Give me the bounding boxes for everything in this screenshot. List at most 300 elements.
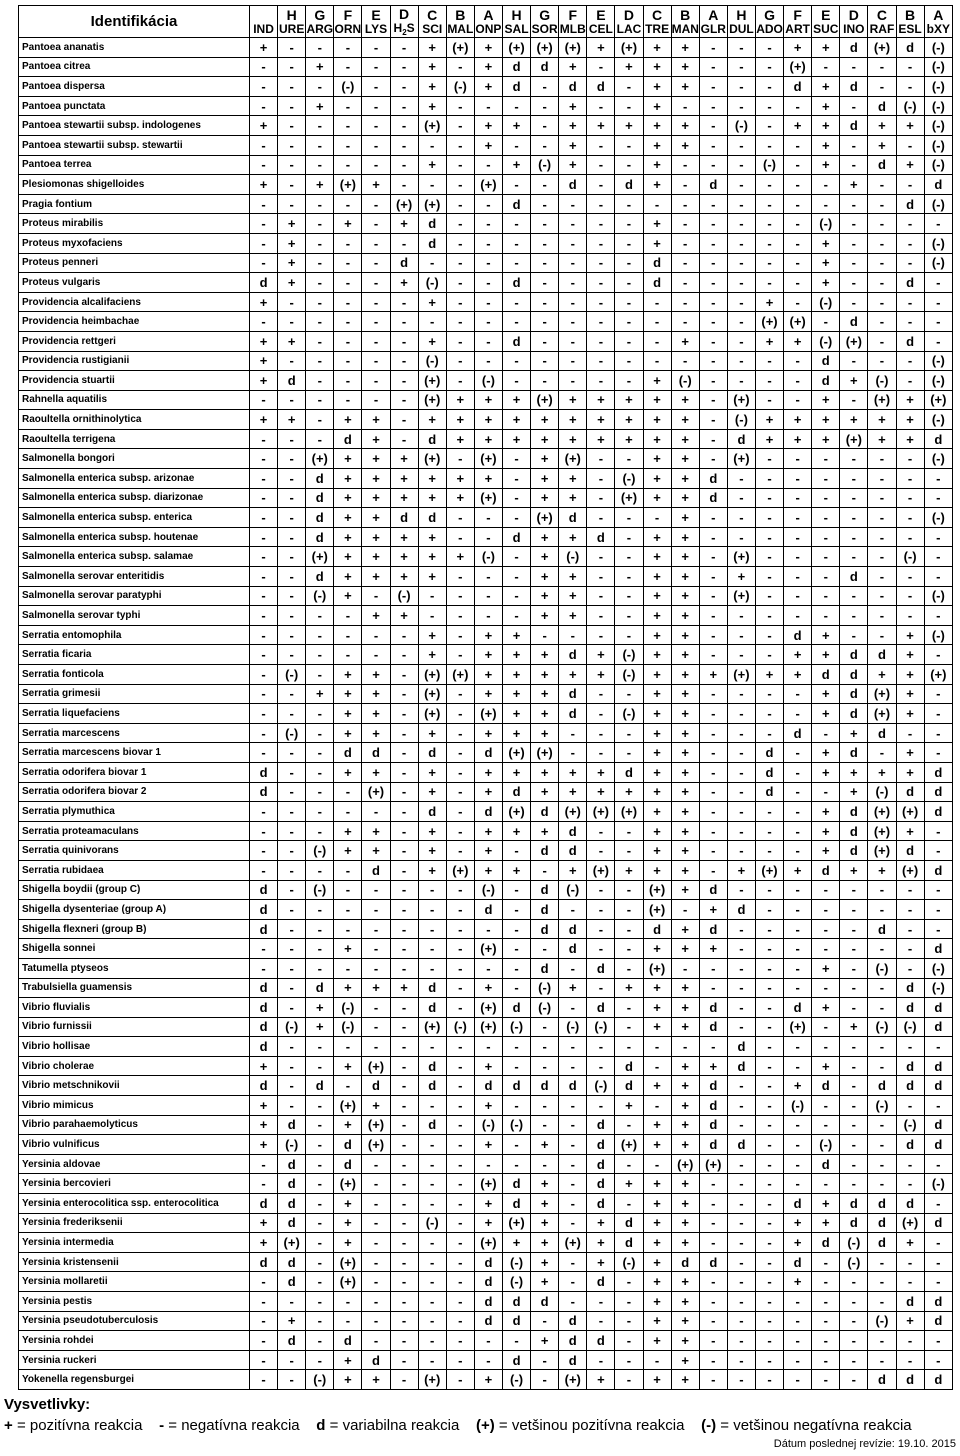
reaction-cell: (+): [559, 1370, 587, 1390]
reaction-cell: -: [587, 547, 615, 567]
legend-text: = negatívna reakcia: [168, 1417, 300, 1434]
reaction-cell: -: [615, 1311, 643, 1331]
reaction-cell: -: [306, 919, 334, 939]
reaction-cell: (-): [502, 1370, 530, 1390]
reaction-cell: (-): [474, 371, 502, 391]
reaction-cell: +: [896, 410, 924, 430]
reaction-cell: (-): [755, 155, 783, 175]
reaction-cell: -: [446, 841, 474, 861]
reaction-cell: -: [446, 1115, 474, 1135]
reaction-cell: +: [727, 860, 755, 880]
reaction-cell: -: [784, 96, 812, 116]
reaction-cell: -: [924, 900, 952, 920]
reaction-cell: -: [306, 1252, 334, 1272]
reaction-cell: +: [390, 214, 418, 234]
reaction-cell: -: [812, 1174, 840, 1194]
reaction-cell: -: [755, 1194, 783, 1214]
table-row: [19, 273, 953, 293]
reaction-cell: +: [334, 665, 362, 685]
reaction-cell: -: [587, 155, 615, 175]
reaction-cell: -: [727, 1370, 755, 1390]
reaction-cell: d: [278, 1272, 306, 1292]
column-header-group: A: [708, 6, 719, 23]
reaction-cell: +: [643, 96, 671, 116]
reaction-cell: +: [699, 665, 727, 685]
reaction-cell: -: [474, 527, 502, 547]
reaction-cell: +: [446, 488, 474, 508]
reaction-cell: (-): [840, 1233, 868, 1253]
reaction-cell: d: [502, 782, 530, 802]
reaction-cell: -: [699, 135, 727, 155]
reaction-cell: +: [531, 606, 559, 626]
reaction-cell: d: [615, 1233, 643, 1253]
reaction-cell: -: [615, 958, 643, 978]
reaction-cell: -: [559, 1154, 587, 1174]
organism-name: Serratia entomophila: [19, 625, 250, 645]
reaction-cell: +: [671, 880, 699, 900]
reaction-cell: -: [502, 371, 530, 391]
reaction-cell: -: [755, 175, 783, 195]
reaction-cell: -: [924, 292, 952, 312]
reaction-cell: -: [531, 175, 559, 195]
reaction-cell: -: [755, 802, 783, 822]
reaction-cell: -: [840, 1135, 868, 1155]
reaction-cell: d: [587, 1194, 615, 1214]
reaction-cell: (+): [643, 958, 671, 978]
reaction-cell: -: [755, 939, 783, 959]
reaction-cell: -: [306, 939, 334, 959]
reaction-cell: (+): [755, 312, 783, 332]
reaction-cell: +: [671, 390, 699, 410]
reaction-cell: +: [446, 429, 474, 449]
reaction-cell: -: [699, 1370, 727, 1390]
reaction-cell: -: [615, 292, 643, 312]
reaction-cell: (-): [559, 547, 587, 567]
reaction-cell: +: [446, 390, 474, 410]
column-header-group: E: [371, 6, 381, 23]
reaction-cell: -: [699, 57, 727, 77]
reaction-cell: -: [868, 194, 896, 214]
reaction-cell: -: [699, 194, 727, 214]
reaction-cell: -: [250, 155, 278, 175]
reaction-cell: -: [615, 508, 643, 528]
reaction-cell: -: [587, 175, 615, 195]
reaction-cell: -: [390, 958, 418, 978]
reaction-cell: -: [587, 253, 615, 273]
reaction-cell: (-): [474, 1115, 502, 1135]
reaction-cell: (+): [474, 449, 502, 469]
reaction-cell: d: [924, 782, 952, 802]
reaction-cell: (-): [868, 1311, 896, 1331]
reaction-cell: +: [699, 939, 727, 959]
reaction-cell: -: [278, 1350, 306, 1370]
reaction-cell: -: [896, 488, 924, 508]
reaction-cell: -: [924, 312, 952, 332]
reaction-cell: (+): [502, 38, 530, 58]
reaction-cell: -: [559, 331, 587, 351]
reaction-cell: d: [502, 527, 530, 547]
reaction-cell: d: [699, 1017, 727, 1037]
reaction-cell: -: [840, 919, 868, 939]
reaction-cell: -: [840, 586, 868, 606]
reaction-cell: -: [755, 880, 783, 900]
reaction-cell: (+): [334, 175, 362, 195]
reaction-cell: d: [559, 77, 587, 97]
reaction-cell: -: [531, 1154, 559, 1174]
reaction-cell: +: [643, 1272, 671, 1292]
reaction-cell: d: [699, 488, 727, 508]
reaction-cell: (+): [446, 860, 474, 880]
reaction-cell: d: [699, 919, 727, 939]
reaction-cell: -: [840, 1076, 868, 1096]
reaction-cell: (-): [306, 586, 334, 606]
reaction-cell: d: [418, 1115, 446, 1135]
reaction-cell: -: [531, 135, 559, 155]
reaction-cell: +: [278, 233, 306, 253]
reaction-cell: (+): [784, 1017, 812, 1037]
reaction-cell: -: [840, 1056, 868, 1076]
reaction-cell: -: [446, 1311, 474, 1331]
reaction-cell: d: [502, 57, 530, 77]
reaction-cell: -: [699, 723, 727, 743]
reaction-cell: -: [474, 567, 502, 587]
reaction-cell: -: [784, 469, 812, 489]
reaction-cell: -: [615, 743, 643, 763]
reaction-cell: -: [868, 77, 896, 97]
reaction-cell: -: [727, 194, 755, 214]
organism-name: Providencia stuartii: [19, 371, 250, 391]
reaction-cell: -: [531, 860, 559, 880]
reaction-cell: -: [615, 1272, 643, 1292]
reaction-cell: -: [362, 1272, 390, 1292]
reaction-cell: -: [306, 782, 334, 802]
reaction-cell: -: [446, 723, 474, 743]
organism-name: Vibrio cholerae: [19, 1056, 250, 1076]
reaction-cell: -: [362, 1233, 390, 1253]
reaction-cell: (-): [418, 273, 446, 293]
reaction-cell: -: [868, 527, 896, 547]
reaction-cell: -: [784, 1311, 812, 1331]
reaction-cell: -: [755, 1233, 783, 1253]
reaction-cell: -: [446, 1292, 474, 1312]
reaction-cell: -: [896, 527, 924, 547]
reaction-cell: -: [502, 508, 530, 528]
reaction-cell: +: [334, 508, 362, 528]
reaction-cell: -: [559, 214, 587, 234]
reaction-cell: -: [699, 704, 727, 724]
reaction-cell: -: [784, 762, 812, 782]
reaction-cell: -: [531, 77, 559, 97]
reaction-cell: -: [868, 214, 896, 234]
reaction-cell: d: [812, 1076, 840, 1096]
reaction-cell: -: [755, 1037, 783, 1057]
reaction-cell: -: [446, 96, 474, 116]
reaction-cell: d: [896, 273, 924, 293]
reaction-cell: -: [474, 1037, 502, 1057]
reaction-cell: +: [868, 665, 896, 685]
reaction-cell: -: [840, 1154, 868, 1174]
table-row: [19, 684, 953, 704]
reaction-cell: -: [334, 155, 362, 175]
table-row: [19, 1056, 953, 1076]
reaction-cell: -: [587, 194, 615, 214]
reaction-cell: d: [250, 1194, 278, 1214]
reaction-cell: -: [699, 821, 727, 841]
reaction-cell: d: [727, 1037, 755, 1057]
reaction-cell: -: [446, 586, 474, 606]
reaction-cell: (-): [727, 410, 755, 430]
reaction-cell: -: [390, 939, 418, 959]
reaction-cell: -: [587, 821, 615, 841]
organism-name: Vibrio hollisae: [19, 1037, 250, 1057]
reaction-cell: d: [278, 1174, 306, 1194]
reaction-cell: d: [924, 1370, 952, 1390]
reaction-cell: d: [699, 880, 727, 900]
reaction-cell: -: [924, 1331, 952, 1351]
organism-name: Pantoea citrea: [19, 57, 250, 77]
reaction-cell: d: [812, 1154, 840, 1174]
reaction-cell: (+): [924, 390, 952, 410]
reaction-cell: -: [418, 1037, 446, 1057]
reaction-cell: d: [250, 1037, 278, 1057]
reaction-cell: -: [446, 1037, 474, 1057]
reaction-cell: d: [587, 1154, 615, 1174]
reaction-cell: +: [587, 116, 615, 136]
reaction-cell: +: [840, 782, 868, 802]
reaction-cell: -: [250, 233, 278, 253]
column-header-test: MLB: [559, 21, 586, 36]
reaction-cell: +: [812, 155, 840, 175]
reaction-cell: -: [306, 665, 334, 685]
reaction-cell: -: [755, 900, 783, 920]
reaction-cell: -: [390, 1135, 418, 1155]
reaction-cell: -: [615, 723, 643, 743]
reaction-cell: -: [446, 978, 474, 998]
reaction-cell: -: [755, 527, 783, 547]
reaction-cell: -: [840, 1272, 868, 1292]
reaction-cell: -: [755, 233, 783, 253]
reaction-cell: -: [840, 998, 868, 1018]
reaction-cell: -: [531, 214, 559, 234]
reaction-cell: +: [784, 1233, 812, 1253]
reaction-cell: -: [784, 253, 812, 273]
reaction-cell: -: [896, 351, 924, 371]
reaction-cell: -: [755, 351, 783, 371]
reaction-cell: +: [334, 1350, 362, 1370]
reaction-cell: -: [250, 1350, 278, 1370]
reaction-cell: -: [362, 96, 390, 116]
reaction-cell: -: [812, 527, 840, 547]
column-header: [699, 6, 727, 38]
reaction-cell: -: [446, 606, 474, 626]
reaction-cell: +: [755, 665, 783, 685]
reaction-cell: +: [418, 762, 446, 782]
legend-text: = vetšinou pozitívna reakcia: [498, 1417, 685, 1434]
organism-name: Serratia quinivorans: [19, 841, 250, 861]
table-row: [19, 919, 953, 939]
reaction-cell: d: [559, 1350, 587, 1370]
reaction-cell: d: [896, 998, 924, 1018]
reaction-cell: +: [784, 38, 812, 58]
reaction-cell: -: [812, 508, 840, 528]
reaction-cell: -: [474, 194, 502, 214]
reaction-cell: +: [587, 762, 615, 782]
reaction-cell: -: [699, 77, 727, 97]
reaction-cell: -: [587, 96, 615, 116]
organism-name: Yersinia kristensenii: [19, 1252, 250, 1272]
reaction-cell: -: [812, 1252, 840, 1272]
reaction-cell: d: [306, 508, 334, 528]
reaction-cell: +: [531, 469, 559, 489]
reaction-cell: (-): [896, 1017, 924, 1037]
reaction-cell: d: [587, 1174, 615, 1194]
reaction-cell: -: [699, 625, 727, 645]
column-header: [250, 6, 278, 38]
reaction-cell: +: [362, 762, 390, 782]
reaction-cell: -: [390, 1017, 418, 1037]
reaction-cell: +: [896, 625, 924, 645]
reaction-cell: -: [390, 331, 418, 351]
reaction-cell: +: [559, 606, 587, 626]
reaction-cell: -: [615, 312, 643, 332]
reaction-cell: d: [502, 194, 530, 214]
reaction-cell: -: [334, 900, 362, 920]
reaction-cell: -: [812, 1311, 840, 1331]
reaction-cell: d: [896, 1056, 924, 1076]
reaction-cell: +: [559, 390, 587, 410]
reaction-cell: -: [446, 371, 474, 391]
reaction-cell: -: [699, 547, 727, 567]
reaction-cell: -: [755, 998, 783, 1018]
column-header-group: D: [399, 5, 410, 22]
reaction-cell: -: [840, 273, 868, 293]
reaction-cell: (-): [924, 135, 952, 155]
reaction-cell: -: [306, 1292, 334, 1312]
reaction-cell: (+): [334, 1252, 362, 1272]
column-header-group: [250, 8, 277, 22]
reaction-cell: -: [278, 939, 306, 959]
reaction-cell: -: [615, 547, 643, 567]
reaction-cell: -: [755, 1096, 783, 1116]
reaction-cell: +: [896, 645, 924, 665]
reaction-cell: -: [755, 1331, 783, 1351]
reaction-cell: -: [559, 312, 587, 332]
organism-name: Serratia fonticola: [19, 665, 250, 685]
reaction-cell: -: [278, 567, 306, 587]
reaction-cell: +: [362, 606, 390, 626]
reaction-cell: +: [362, 508, 390, 528]
reaction-cell: -: [306, 1174, 334, 1194]
reaction-cell: +: [643, 1194, 671, 1214]
reaction-cell: -: [840, 978, 868, 998]
reaction-cell: +: [615, 410, 643, 430]
reaction-cell: -: [474, 508, 502, 528]
column-header-group: B: [905, 6, 916, 23]
reaction-cell: -: [727, 919, 755, 939]
reaction-cell: +: [474, 723, 502, 743]
reaction-cell: -: [784, 135, 812, 155]
reaction-cell: +: [418, 860, 446, 880]
reaction-cell: (+): [559, 1233, 587, 1253]
reaction-cell: -: [446, 527, 474, 547]
reaction-cell: -: [502, 135, 530, 155]
reaction-cell: (+): [699, 1154, 727, 1174]
reaction-cell: -: [250, 449, 278, 469]
table-row: [19, 880, 953, 900]
reaction-cell: -: [896, 175, 924, 195]
column-header-group: D: [848, 6, 859, 23]
reaction-cell: -: [531, 273, 559, 293]
reaction-cell: -: [474, 606, 502, 626]
reaction-cell: +: [306, 96, 334, 116]
reaction-cell: -: [727, 782, 755, 802]
reaction-cell: -: [755, 57, 783, 77]
reaction-cell: -: [418, 175, 446, 195]
reaction-cell: -: [446, 1096, 474, 1116]
reaction-cell: -: [362, 253, 390, 273]
reaction-cell: +: [615, 1174, 643, 1194]
reaction-cell: -: [306, 1311, 334, 1331]
reaction-cell: -: [587, 214, 615, 234]
reaction-cell: +: [671, 998, 699, 1018]
reaction-cell: -: [896, 1252, 924, 1272]
reaction-cell: d: [699, 1096, 727, 1116]
reaction-cell: +: [784, 429, 812, 449]
reaction-cell: -: [502, 978, 530, 998]
reaction-cell: +: [502, 390, 530, 410]
reaction-cell: d: [924, 1115, 952, 1135]
reaction-cell: -: [727, 625, 755, 645]
reaction-cell: +: [474, 38, 502, 58]
reaction-cell: d: [278, 371, 306, 391]
reaction-cell: d: [390, 508, 418, 528]
reaction-cell: +: [474, 860, 502, 880]
reaction-cell: -: [250, 1154, 278, 1174]
reaction-cell: -: [446, 1135, 474, 1155]
reaction-cell: -: [250, 684, 278, 704]
reaction-cell: -: [362, 802, 390, 822]
reaction-cell: d: [615, 175, 643, 195]
reaction-cell: +: [671, 645, 699, 665]
reaction-cell: d: [840, 312, 868, 332]
reaction-cell: +: [812, 273, 840, 293]
column-header-test: ARG: [306, 21, 334, 36]
reaction-cell: -: [727, 1350, 755, 1370]
organism-name: Yersinia rohdei: [19, 1331, 250, 1351]
reaction-cell: -: [784, 880, 812, 900]
organism-name: Serratia odorifera biovar 2: [19, 782, 250, 802]
reaction-cell: -: [784, 488, 812, 508]
reaction-cell: -: [502, 214, 530, 234]
reaction-cell: +: [868, 860, 896, 880]
reaction-cell: +: [643, 1370, 671, 1390]
reaction-cell: -: [727, 1076, 755, 1096]
organism-name: Providencia alcalifaciens: [19, 292, 250, 312]
reaction-cell: -: [840, 1096, 868, 1116]
reaction-cell: -: [840, 449, 868, 469]
reaction-cell: +: [784, 1213, 812, 1233]
column-header: [587, 6, 615, 38]
reaction-cell: (+): [418, 684, 446, 704]
table-row: [19, 96, 953, 116]
reaction-cell: -: [755, 586, 783, 606]
reaction-cell: +: [671, 821, 699, 841]
reaction-cell: -: [868, 547, 896, 567]
reaction-cell: +: [643, 547, 671, 567]
column-header-test: bXY: [926, 21, 950, 36]
reaction-cell: -: [250, 508, 278, 528]
reaction-cell: -: [727, 841, 755, 861]
